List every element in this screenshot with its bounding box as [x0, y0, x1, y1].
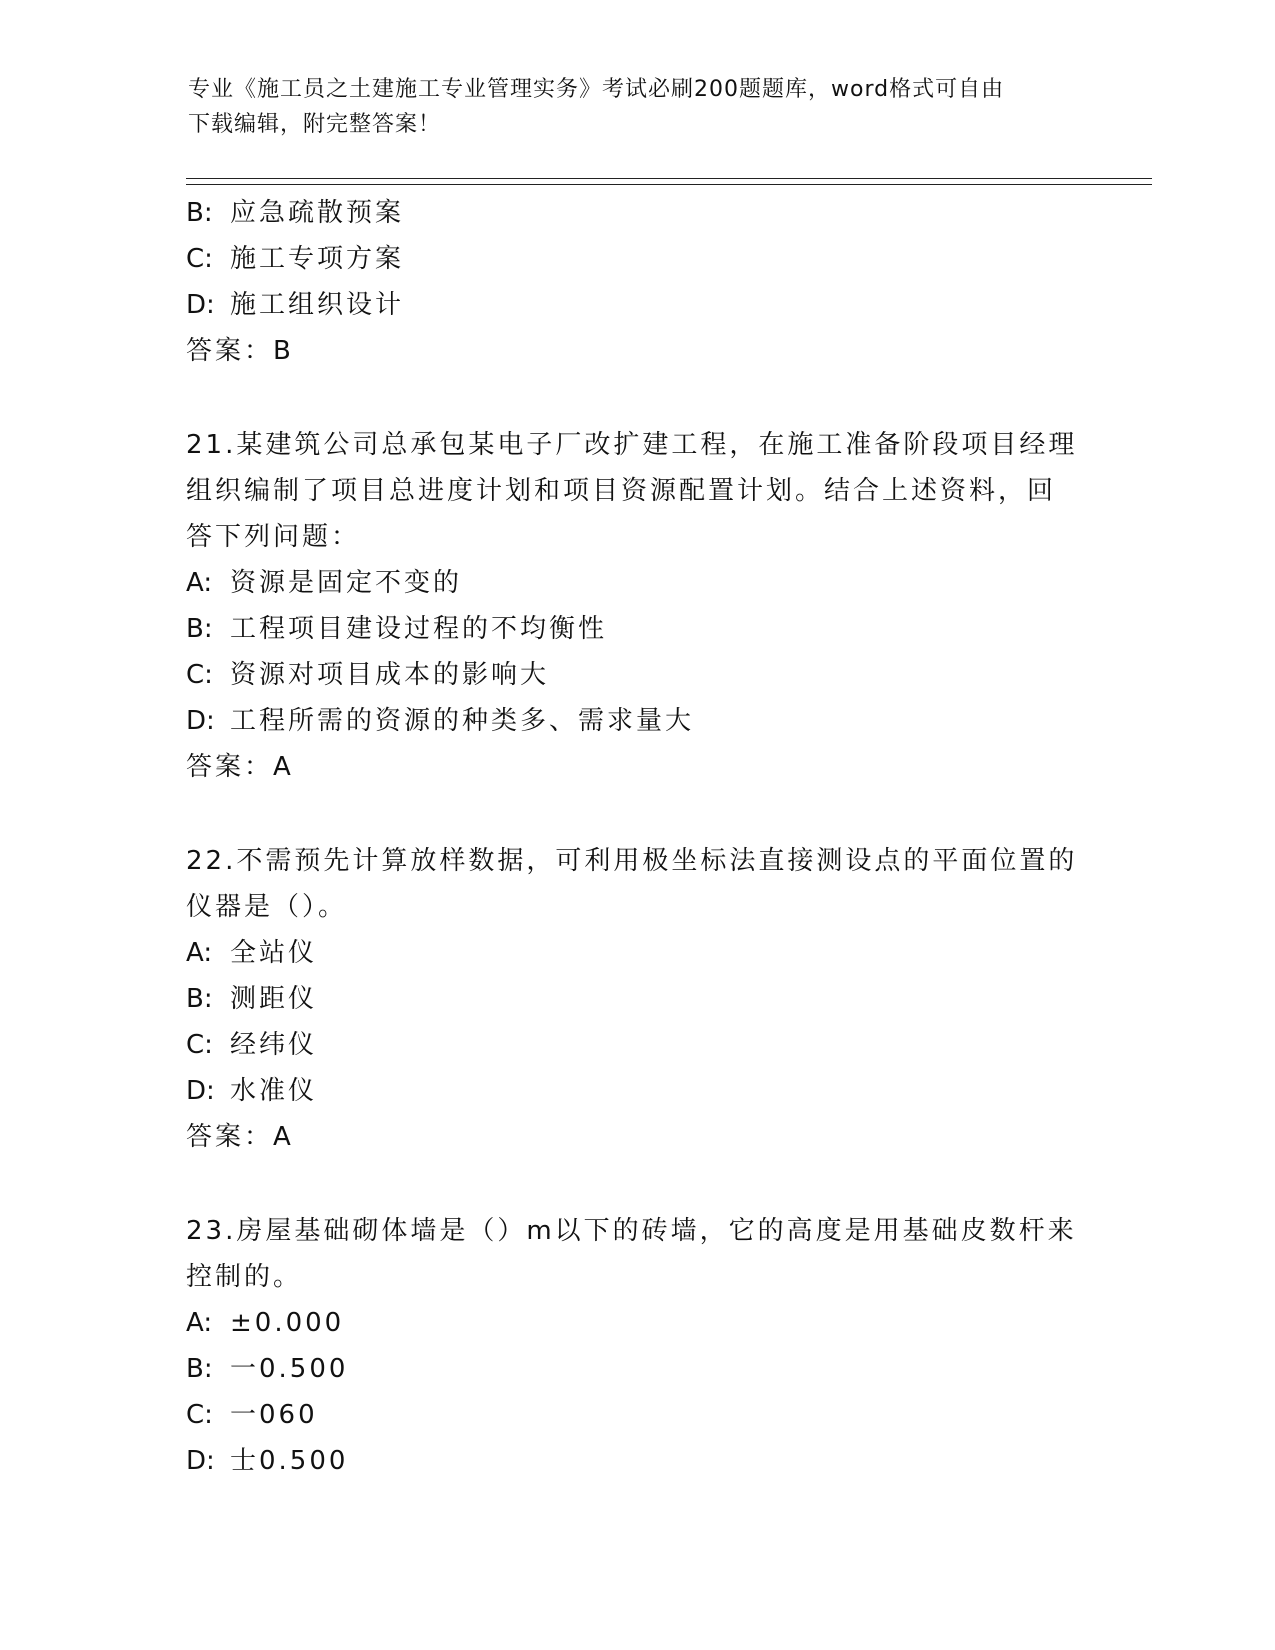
- option-text: 资源对项目成本的影响大: [230, 660, 550, 690]
- option-letter: D:: [186, 1076, 215, 1106]
- option-letter: D:: [186, 706, 215, 736]
- option-text: 工程所需的资源的种类多、需求量大: [230, 706, 695, 736]
- option-d: [186, 282, 1086, 328]
- option-text: ±0.000: [230, 1308, 345, 1338]
- option-text: 经纬仪: [230, 1030, 318, 1060]
- option-letter: B:: [186, 1354, 213, 1384]
- option-d: [186, 1438, 1086, 1484]
- option-text: 一0.500: [230, 1354, 349, 1384]
- option-letter: C:: [186, 660, 213, 690]
- option-c: [186, 1392, 1086, 1438]
- document-header: [188, 72, 1088, 142]
- question-22: [186, 838, 1086, 1160]
- option-text: 全站仪: [230, 938, 318, 968]
- spacer: [186, 1160, 1086, 1208]
- option-b: [186, 976, 1086, 1022]
- question-stem-line: 答下列问题：: [186, 522, 361, 552]
- option-c: [186, 652, 1086, 698]
- question-stem-line: 21.某建筑公司总承包某电子厂改扩建工程，在施工准备阶段项目经理: [186, 430, 1078, 460]
- option-letter: B:: [186, 614, 213, 644]
- option-a: [186, 1300, 1086, 1346]
- option-letter: B:: [186, 984, 213, 1014]
- question-stem-line: 22.不需预先计算放样数据，可利用极坐标法直接测设点的平面位置的: [186, 846, 1078, 876]
- option-letter: C:: [186, 244, 213, 274]
- option-letter: B:: [186, 198, 213, 228]
- option-b: [186, 1346, 1086, 1392]
- option-letter: A:: [186, 938, 213, 968]
- option-b: [186, 606, 1086, 652]
- question-stem-line: 组织编制了项目总进度计划和项目资源配置计划。结合上述资料，回: [186, 476, 1057, 506]
- option-letter: D:: [186, 290, 215, 320]
- option-c: [186, 236, 1086, 282]
- header-line-2: 下载编辑，附完整答案！: [188, 112, 442, 137]
- option-letter: D:: [186, 1446, 215, 1476]
- option-text: 应急疏散预案: [230, 198, 405, 228]
- option-text: 测距仪: [230, 984, 318, 1014]
- option-d: [186, 698, 1086, 744]
- answer-line: 答案：A: [186, 752, 294, 782]
- option-text: 工程项目建设过程的不均衡性: [230, 614, 608, 644]
- option-b: [186, 190, 1086, 236]
- option-a: [186, 560, 1086, 606]
- header-divider: [186, 178, 1152, 185]
- option-text: 资源是固定不变的: [230, 568, 463, 598]
- question-list: [186, 190, 1086, 1484]
- question-stem-line: 23.房屋基础砌体墙是（）m以下的砖墙，它的高度是用基础皮数杆来: [186, 1216, 1077, 1246]
- question-stem-line: 仪器是（）。: [186, 892, 348, 922]
- spacer: [186, 790, 1086, 838]
- option-d: [186, 1068, 1086, 1114]
- answer-line: 答案：B: [186, 336, 294, 366]
- answer-line: 答案：A: [186, 1122, 294, 1152]
- spacer: [186, 374, 1086, 422]
- question-continued: [186, 190, 1086, 374]
- option-text: 施工专项方案: [230, 244, 405, 274]
- option-letter: A:: [186, 568, 213, 598]
- option-text: 水准仪: [230, 1076, 318, 1106]
- option-text: 一060: [230, 1400, 318, 1430]
- header-line-1: 专业《施工员之土建施工专业管理实务》考试必刷200题题库，word格式可自由: [188, 77, 1005, 102]
- option-letter: C:: [186, 1400, 213, 1430]
- option-c: [186, 1022, 1086, 1068]
- option-letter: A:: [186, 1308, 213, 1338]
- option-text: 施工组织设计: [230, 290, 405, 320]
- option-a: [186, 930, 1086, 976]
- question-stem-line: 控制的。: [186, 1262, 303, 1292]
- question-21: [186, 422, 1086, 790]
- option-letter: C:: [186, 1030, 213, 1060]
- option-text: 士0.500: [230, 1446, 349, 1476]
- question-23: [186, 1208, 1086, 1484]
